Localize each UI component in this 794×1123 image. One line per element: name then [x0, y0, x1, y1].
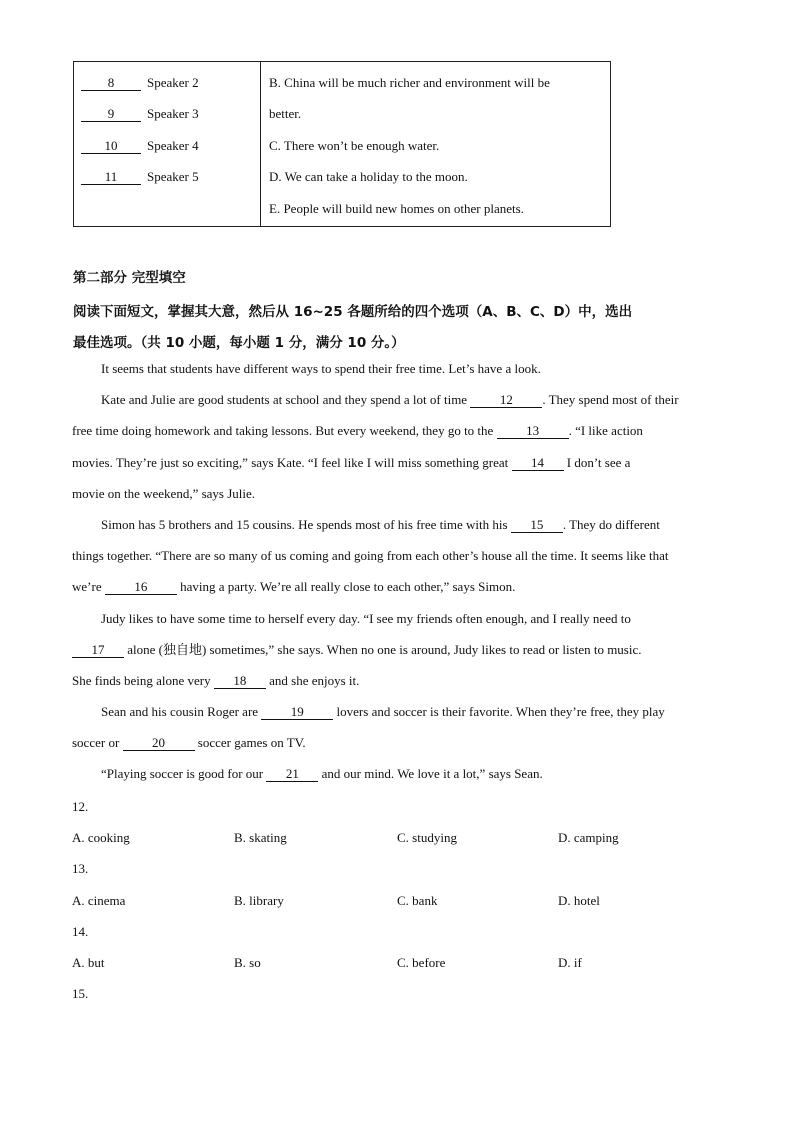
- passage-line: [72, 388, 722, 419]
- option-row: [72, 889, 722, 920]
- passage-text: and she enjoys it.: [265, 672, 360, 688]
- passage-text: we’re: [72, 579, 105, 595]
- cloze-blank-16[interactable]: 16: [105, 580, 177, 595]
- option-text: better.: [269, 106, 302, 122]
- cloze-blank-18[interactable]: 18: [214, 674, 266, 689]
- cloze-blank-13[interactable]: 13: [497, 424, 569, 439]
- passage-line: things together. “There are so many of us coming and going from each other’s house all the time. It seems like that: [72, 548, 669, 564]
- passage-line: [72, 700, 722, 731]
- passage-line: [72, 451, 722, 482]
- question-number: 13.: [72, 861, 89, 877]
- cloze-blank-12[interactable]: 12: [470, 393, 542, 408]
- option-row: [72, 826, 722, 857]
- passage-line: [72, 731, 722, 762]
- speaker-label: Speaker 5: [147, 169, 199, 185]
- passage-text: “Playing soccer is good for our: [101, 766, 267, 782]
- answer-blank-11[interactable]: 11: [81, 170, 141, 185]
- cloze-blank-14[interactable]: 14: [512, 456, 564, 471]
- passage-text: . “I like action: [568, 423, 643, 439]
- option-b[interactable]: B. library: [234, 892, 284, 908]
- passage-text: She finds being alone very: [72, 672, 214, 688]
- option-text: D. We can take a holiday to the moon.: [269, 169, 468, 185]
- section-instruction: [73, 297, 723, 359]
- matching-table: [73, 61, 611, 227]
- passage-text: and our mind. We love it a lot,” says Sean.: [318, 766, 543, 782]
- table-row: [81, 105, 260, 136]
- passage-text: alone (独自地) sometimes,” she says. When no one is around, Judy likes to read or listen to music.: [124, 641, 642, 657]
- passage-text: I don’t see a: [563, 454, 631, 470]
- cloze-blank-20[interactable]: 20: [123, 736, 195, 751]
- passage-text: . They do different: [562, 516, 660, 532]
- cloze-blank-21[interactable]: 21: [266, 767, 318, 782]
- passage-line: movie on the weekend,” says Julie.: [72, 485, 256, 501]
- option-a[interactable]: A. cinema: [72, 892, 126, 908]
- option-text: E. People will build new homes on other planets.: [269, 200, 524, 216]
- option-c[interactable]: C. bank: [397, 892, 438, 908]
- passage-text: . They spend most of their: [542, 392, 679, 408]
- option-b[interactable]: B. so: [234, 954, 261, 970]
- speaker-column: [74, 62, 261, 226]
- table-row: [81, 168, 260, 199]
- section-title: 第二部分 完型填空: [73, 270, 186, 286]
- cloze-blank-17[interactable]: 17: [72, 643, 124, 658]
- passage-line: [72, 419, 722, 450]
- instruction-line: 阅读下面短文，掌握其大意，然后从 16~25 各题所给的四个选项（A、B、C、D）中，选出: [73, 304, 633, 320]
- answer-blank-9[interactable]: 9: [81, 107, 141, 122]
- passage-text: Kate and Julie are good students at school and they spend a lot of time: [101, 392, 471, 408]
- table-row: [81, 137, 260, 168]
- option-d[interactable]: D. if: [558, 954, 582, 970]
- table-row: [81, 74, 260, 105]
- instruction-line: 最佳选项。（共 10 小题，每小题 1 分，满分 10 分。）: [73, 335, 405, 351]
- option-c[interactable]: C. before: [397, 954, 446, 970]
- passage-line: [72, 513, 722, 544]
- passage-text: Sean and his cousin Roger are: [101, 704, 262, 720]
- speaker-label: Speaker 2: [147, 75, 199, 90]
- speaker-label: Speaker 3: [147, 106, 199, 122]
- passage-line: Judy likes to have some time to herself every day. “I see my friends often enough, and I really need to: [101, 610, 631, 626]
- option-a[interactable]: A. but: [72, 954, 105, 970]
- passage-line: It seems that students have different ways to spend their free time. Let’s have a look.: [101, 361, 541, 376]
- passage-line: [72, 669, 722, 700]
- passage-text: free time doing homework and taking lessons. But every weekend, they go to the: [72, 423, 497, 439]
- answer-blank-10[interactable]: 10: [81, 139, 141, 154]
- option-text: C. There won’t be enough water.: [269, 137, 440, 153]
- passage-line: [72, 638, 722, 669]
- option-row: [72, 951, 722, 982]
- question-list: [72, 795, 722, 1013]
- option-d[interactable]: D. camping: [558, 830, 619, 846]
- question-number: 15.: [72, 986, 89, 1002]
- answer-blank-8[interactable]: 8: [81, 76, 141, 91]
- option-c[interactable]: C. studying: [397, 830, 457, 846]
- passage-text: soccer or: [72, 735, 123, 751]
- passage-text: movies. They’re just so exciting,” says Kate. “I feel like I will miss something great: [72, 454, 512, 470]
- option-b[interactable]: B. skating: [234, 830, 287, 846]
- passage-line: [72, 575, 722, 606]
- question-number: 12.: [72, 799, 89, 814]
- passage-text: having a party. We’re all really close to each other,” says Simon.: [176, 579, 516, 595]
- cloze-blank-15[interactable]: 15: [511, 518, 563, 533]
- option-a[interactable]: A. cooking: [72, 830, 130, 846]
- passage-line: [72, 762, 722, 793]
- cloze-passage: [72, 357, 722, 794]
- passage-text: lovers and soccer is their favorite. When they’re free, they play: [333, 704, 665, 720]
- passage-text: Simon has 5 brothers and 15 cousins. He spends most of his free time with his: [101, 516, 511, 532]
- cloze-blank-19[interactable]: 19: [261, 705, 333, 720]
- speaker-label: Speaker 4: [147, 137, 199, 153]
- option-text: B. China will be much richer and environment will be: [269, 75, 550, 90]
- option-column: [261, 62, 610, 226]
- question-number: 14.: [72, 923, 89, 939]
- option-d[interactable]: D. hotel: [558, 892, 600, 908]
- passage-text: soccer games on TV.: [194, 735, 306, 751]
